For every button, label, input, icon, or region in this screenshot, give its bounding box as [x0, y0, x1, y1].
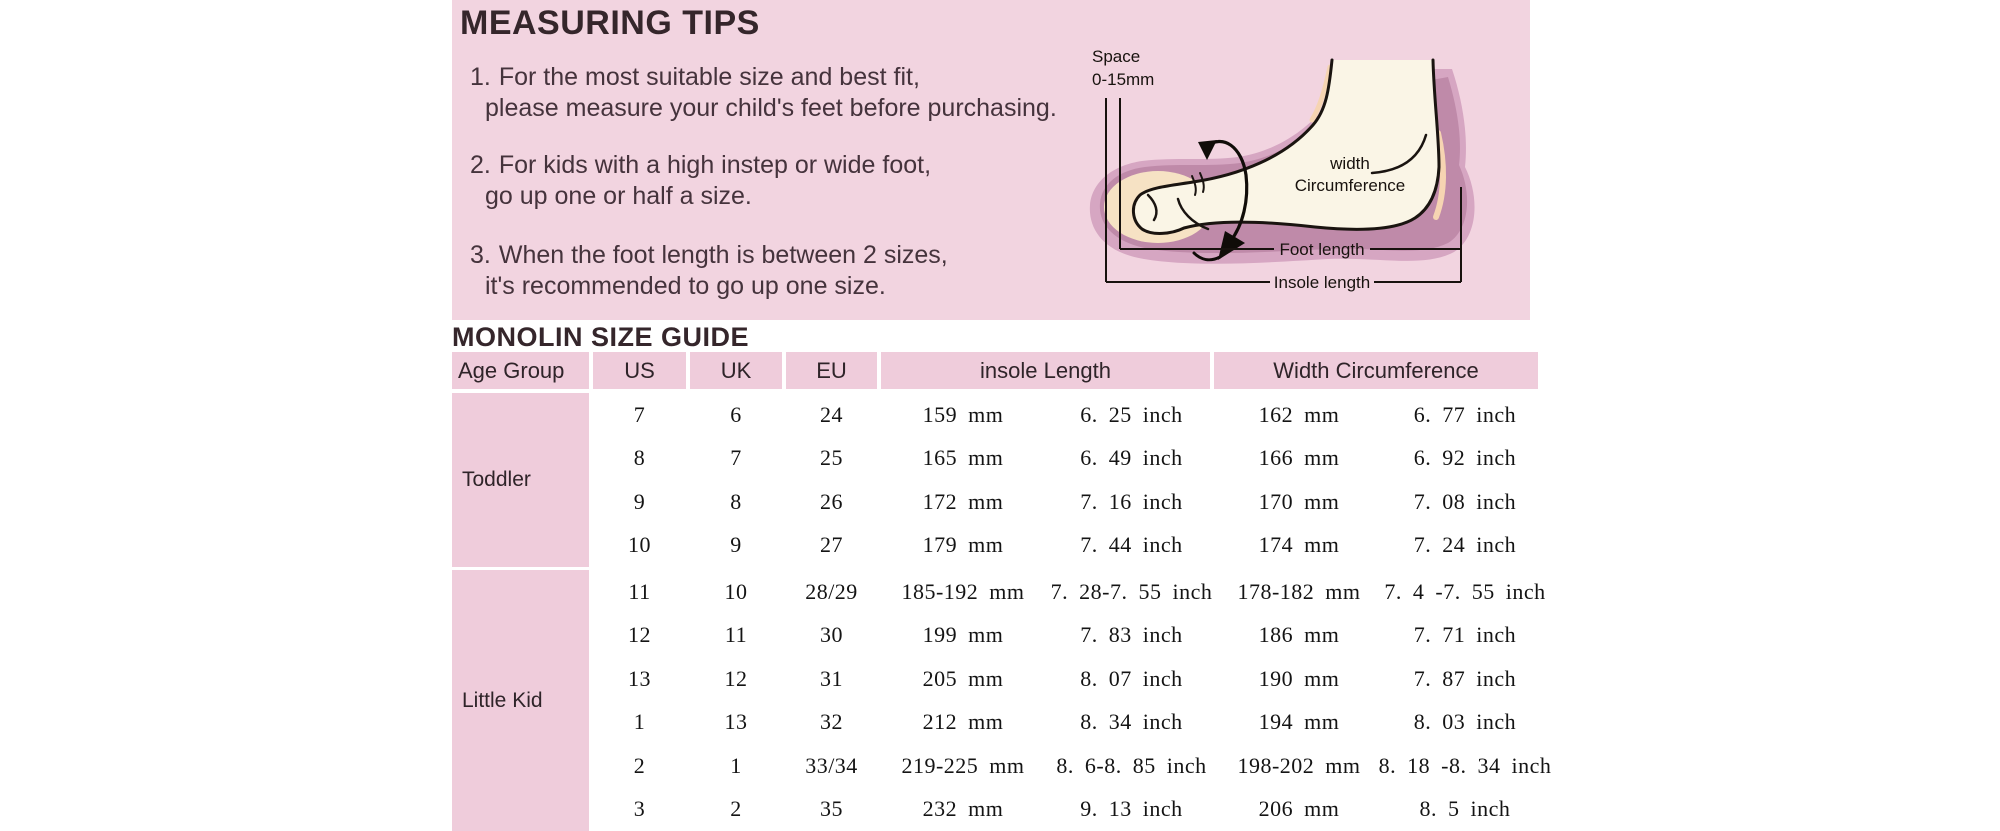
table-cell: 11 [690, 614, 782, 658]
tip-text: When the foot length is between 2 sizes, [499, 241, 948, 269]
table-cell: 13 [690, 701, 782, 745]
table-row [593, 437, 1546, 481]
table-row [593, 480, 1546, 524]
table-cell: 12 [593, 614, 686, 658]
table-cell: 8. 03 inch [1384, 701, 1546, 745]
table-cell: 8. 34 inch [1049, 701, 1214, 745]
table-cell: 7. 87 inch [1384, 657, 1546, 701]
tip-number: 3. [470, 241, 491, 269]
table-cell: 1 [593, 701, 686, 745]
table-row [593, 701, 1546, 745]
table-cell: 3 [593, 788, 686, 831]
foot-measurement-diagram [1080, 35, 1490, 300]
table-cell: 8 [690, 480, 782, 524]
column-header-uk: UK [690, 352, 782, 389]
table-cell: 35 [786, 788, 877, 831]
table-cell: 7. 24 inch [1384, 524, 1546, 568]
table-cell: 24 [786, 393, 877, 437]
table-cell: 30 [786, 614, 877, 658]
table-cell: 8. 6-8. 85 inch [1049, 744, 1214, 788]
space-label: Space 0-15mm [1092, 45, 1154, 91]
table-cell: 7 [690, 437, 782, 481]
table-cell: 6. 25 inch [1049, 393, 1214, 437]
table-cell: 7 [593, 393, 686, 437]
table-cell: 206 mm [1218, 788, 1380, 831]
table-cell: 178-182 mm [1218, 570, 1380, 614]
table-cell: 7. 08 inch [1384, 480, 1546, 524]
table-cell: 7. 16 inch [1049, 480, 1214, 524]
table-cell: 6. 77 inch [1384, 393, 1546, 437]
table-cell: 170 mm [1218, 480, 1380, 524]
table-cell: 28/29 [786, 570, 877, 614]
table-cell: 10 [690, 570, 782, 614]
tip-text: please measure your child's feet before purchasing. [485, 93, 1057, 124]
foot-length-label: Foot length [1277, 238, 1367, 261]
column-header-us: US [593, 352, 686, 389]
table-cell: 212 mm [881, 701, 1045, 745]
tip-text: For the most suitable size and best fit, [499, 63, 920, 91]
table-cell: 32 [786, 701, 877, 745]
table-row [593, 524, 1546, 568]
measuring-tip-3 [470, 240, 948, 302]
table-cell: 8. 07 inch [1049, 657, 1214, 701]
table-cell: 2 [690, 788, 782, 831]
table-cell: 232 mm [881, 788, 1045, 831]
table-body [452, 393, 1546, 831]
table-row [593, 570, 1546, 614]
table-cell: 7. 44 inch [1049, 524, 1214, 568]
column-header-insole-length: insole Length [881, 352, 1210, 389]
age-group-cell: Toddler [452, 393, 589, 567]
table-row [593, 657, 1546, 701]
table-cell: 27 [786, 524, 877, 568]
table-cell: 25 [786, 437, 877, 481]
table-cell: 186 mm [1218, 614, 1380, 658]
table-cell: 205 mm [881, 657, 1045, 701]
size-guide-table [452, 352, 1546, 831]
measuring-tip-2 [470, 150, 931, 212]
table-cell: 190 mm [1218, 657, 1380, 701]
age-group-cell: Little Kid [452, 570, 589, 831]
tip-text: For kids with a high instep or wide foot, [499, 151, 931, 179]
table-cell: 8. 18 -8. 34 inch [1384, 744, 1546, 788]
circumference-arrow-head-top [1198, 140, 1217, 160]
table-cell: 198-202 mm [1218, 744, 1380, 788]
table-cell: 165 mm [881, 437, 1045, 481]
table-cell: 8. 5 inch [1384, 788, 1546, 831]
table-cell: 9. 13 inch [1049, 788, 1214, 831]
measuring-tips-title: MEASURING TIPS [460, 4, 760, 42]
table-cell: 9 [593, 480, 686, 524]
table-cell: 199 mm [881, 614, 1045, 658]
table-cell: 185-192 mm [881, 570, 1045, 614]
table-cell: 7. 4 -7. 55 inch [1384, 570, 1546, 614]
table-header [452, 352, 1546, 389]
table-cell: 7. 28-7. 55 inch [1049, 570, 1214, 614]
column-header-eu: EU [786, 352, 877, 389]
measuring-tip-1 [470, 62, 1057, 124]
tip-text: it's recommended to go up one size. [485, 271, 948, 302]
table-cell: 8 [593, 437, 686, 481]
table-cell: 6. 49 inch [1049, 437, 1214, 481]
table-cell: 7. 71 inch [1384, 614, 1546, 658]
column-header-age-group: Age Group [452, 352, 589, 389]
tip-text: go up one or half a size. [485, 181, 931, 212]
table-cell: 12 [690, 657, 782, 701]
column-header-width-circumference: Width Circumference [1214, 352, 1538, 389]
table-cell: 162 mm [1218, 393, 1380, 437]
table-cell: 159 mm [881, 393, 1045, 437]
size-guide-title: MONOLIN SIZE GUIDE [452, 322, 749, 352]
table-cell: 174 mm [1218, 524, 1380, 568]
table-cell: 6. 92 inch [1384, 437, 1546, 481]
width-circumference-label: width Circumference [1275, 153, 1425, 197]
table-cell: 11 [593, 570, 686, 614]
tip-number: 2. [470, 151, 491, 179]
table-cell: 10 [593, 524, 686, 568]
table-cell: 9 [690, 524, 782, 568]
table-cell: 31 [786, 657, 877, 701]
age-group-little-kid [452, 570, 1546, 831]
table-row [593, 393, 1546, 437]
insole-length-label: Insole length [1273, 271, 1371, 294]
table-cell: 7. 83 inch [1049, 614, 1214, 658]
age-group-toddler [452, 393, 1546, 567]
table-cell: 179 mm [881, 524, 1045, 568]
table-cell: 26 [786, 480, 877, 524]
table-row [593, 744, 1546, 788]
table-cell: 194 mm [1218, 701, 1380, 745]
table-cell: 166 mm [1218, 437, 1380, 481]
table-cell: 33/34 [786, 744, 877, 788]
table-row [593, 788, 1546, 831]
table-cell: 219-225 mm [881, 744, 1045, 788]
table-cell: 172 mm [881, 480, 1045, 524]
table-row [593, 614, 1546, 658]
table-cell: 1 [690, 744, 782, 788]
tip-number: 1. [470, 63, 491, 91]
table-cell: 6 [690, 393, 782, 437]
table-cell: 2 [593, 744, 686, 788]
table-cell: 13 [593, 657, 686, 701]
